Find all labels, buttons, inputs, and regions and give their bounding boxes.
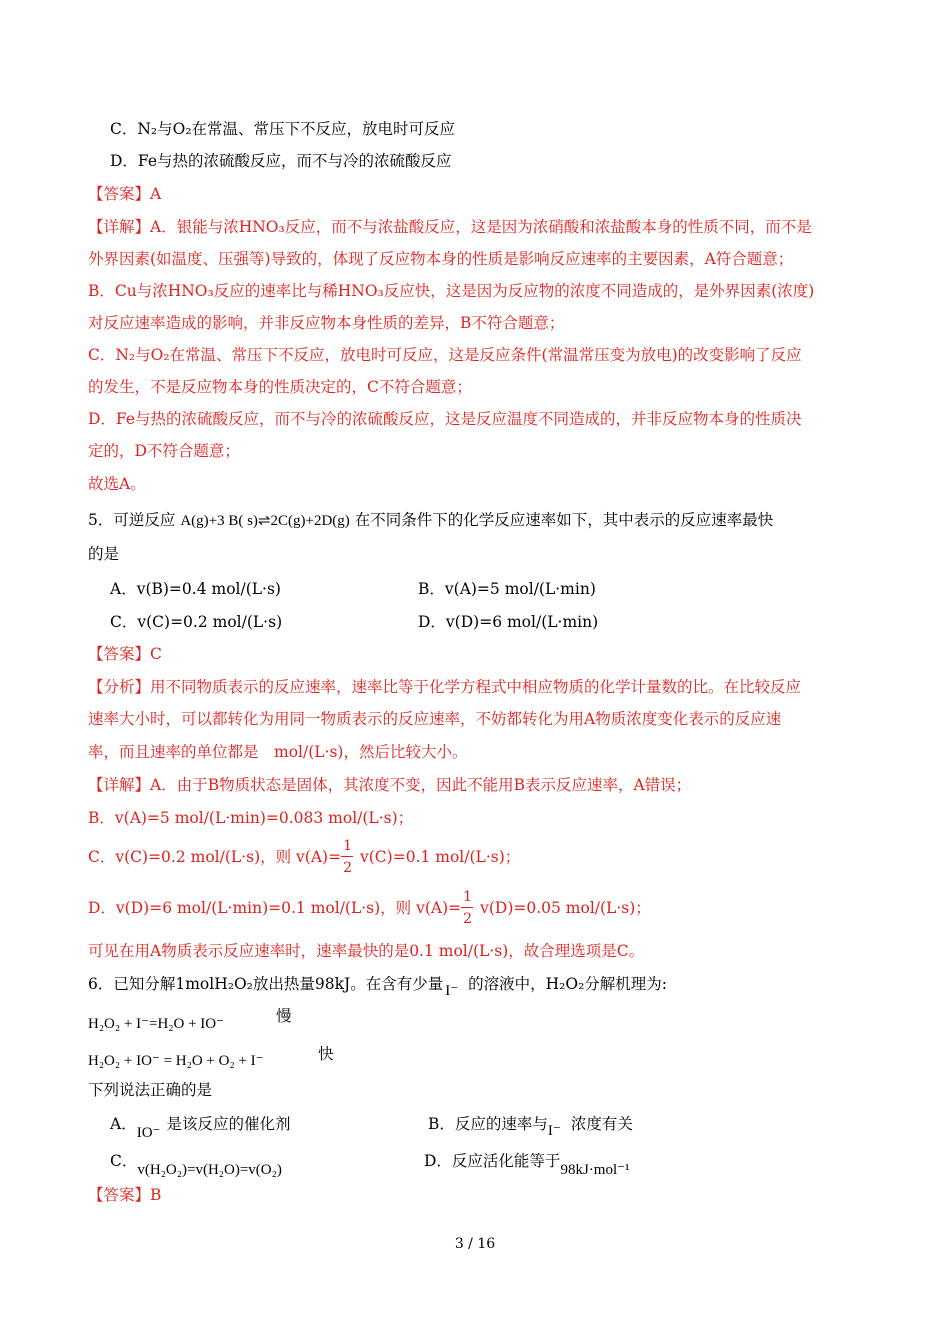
q6-option-a-label: A． <box>110 1115 137 1133</box>
q6-stem <box>88 973 667 999</box>
option-c-text: C．N₂与O₂在常温、常压下不反应，放电时可反应 <box>110 120 456 138</box>
fraction-numerator: 1 <box>463 889 473 905</box>
q6-answer <box>88 1184 161 1206</box>
q4-conclusion: 故选A。 <box>88 475 146 493</box>
q6-option-c-formula: v(H₂O₂)=v(H₂O)=v(O₂) <box>137 1162 282 1178</box>
detail-d-pre: D．v(D)=6 mol/(L·min)=0.1 mol/(L·s)，则 v(A)= <box>88 899 462 917</box>
q5-option-c: C．v(C)=0.2 mol/(L·s) <box>110 613 283 631</box>
q6-step1-equation: H₂O₂ + I⁻=H₂O + IO⁻ <box>88 1016 225 1032</box>
page-number: 3 / 16 <box>454 1236 496 1252</box>
q5-detail-d <box>88 889 651 927</box>
analysis-text: 用不同物质表示的反应速率，速率比等于化学方程式中相应物质的化学计量数的比。在比较反应 <box>150 678 802 696</box>
detail-text: A．银能与浓HNO₃反应，而不与浓盐酸反应，这是因为浓硝酸和浓盐酸本身的性质不同，而不是 <box>150 218 812 236</box>
detail-text: A．由于B物质状态是固体，其浓度不变，因此不能用B表示反应速率，A错误； <box>150 776 692 794</box>
q5-stem-suffix: 在不同条件下的化学反应速率如下，其中表示的反应速率最快 <box>354 511 774 529</box>
fraction-denominator: 2 <box>463 911 473 927</box>
option-d-text: D．Fe与热的浓硫酸反应，而不与冷的浓硫酸反应 <box>110 152 452 170</box>
q6-option-b-post: 浓度有关 <box>570 1115 633 1133</box>
q6-option-b <box>428 1113 633 1139</box>
q4-answer <box>88 183 161 205</box>
answer-label: 【答案】 <box>88 185 151 203</box>
q6-stem-pre: 6．已知分解1molH₂O₂放出热量98kJ。在含有少量 <box>88 975 444 993</box>
q5-detail-b: B．v(A)=5 mol/(L·min)=0.083 mol/(L·s)； <box>88 809 414 827</box>
q4-detail-line: 的发生，不是反应物本身的性质决定的，C不符合题意； <box>88 378 472 396</box>
answer-value: A <box>150 185 162 203</box>
q5-analysis-line: 率，而且速率的单位都是 mol/(L·s)，然后比较大小。 <box>88 743 468 761</box>
fraction-numerator: 1 <box>343 838 352 854</box>
q6-question: 下列说法正确的是 <box>88 1081 213 1099</box>
detail-c-pre: C．v(C)=0.2 mol/(L·s)，则 v(A)= <box>88 848 342 866</box>
q5-option-d: D．v(D)=6 mol/(L·min) <box>418 613 599 631</box>
q4-detail-line <box>88 216 812 238</box>
q4-detail-line: D．Fe与热的浓硫酸反应，而不与冷的浓硫酸反应，这是反应温度不同造成的，并非反应物本身的性质决 <box>88 410 802 428</box>
q5-stem-prefix: 5．可逆反应 <box>88 511 176 529</box>
q5-stem-line2: 的是 <box>88 545 120 563</box>
q6-option-c <box>110 1150 282 1178</box>
q5-conclusion: 可见在用A物质表示反应速率时，速率最快的是0.1 mol/(L·s)，故合理选项是C。 <box>88 942 645 960</box>
fraction-one-half <box>461 889 475 927</box>
q6-option-b-pre: B．反应的速率与 <box>428 1115 548 1133</box>
fraction-denominator: 2 <box>343 860 352 876</box>
q5-equation: A(g)+3 B( s)⇌2C(g)+2D(g) <box>180 513 350 529</box>
detail-label: 【详解】 <box>88 218 151 236</box>
q6-option-d <box>424 1150 630 1178</box>
detail-c-post: v(C)=0.1 mol/(L·s)； <box>355 848 521 866</box>
answer-label: 【答案】 <box>88 1186 151 1204</box>
q4-detail-line: 定的，D不符合题意； <box>88 442 240 460</box>
q6-option-a-text: 是该反应的催化剂 <box>166 1115 291 1133</box>
q6-option-d-pre: D．反应活化能等于 <box>424 1152 561 1170</box>
q6-iodide: I⁻ <box>445 983 459 999</box>
q4-detail-line: C．N₂与O₂在常温、常压下不反应，放电时可反应，这是反应条件(常温常压变为放电)的改变影响了反应 <box>88 346 802 364</box>
q6-step2-equation: H₂O₂ + IO⁻ = H₂O + O₂ + I⁻ <box>88 1053 264 1069</box>
answer-value: B <box>150 1186 162 1204</box>
q5-option-a: A．v(B)=0.4 mol/(L·s) <box>110 580 281 598</box>
fraction-one-half <box>341 838 355 876</box>
q5-detail-c <box>88 838 521 876</box>
q5-detail-a <box>88 774 691 796</box>
q5-analysis-line: 速率大小时，可以都转化为用同一物质表示的反应速率，不妨都转化为用A物质浓度变化表示的反应速 <box>88 710 782 728</box>
q4-detail-line: 外界因素(如温度、压强等)导致的，体现了反应物本身的性质是影响反应速率的主要因素，A符合题意； <box>88 250 794 268</box>
q5-analysis-line <box>88 676 801 698</box>
q6-step1-speed: 慢 <box>276 1007 292 1025</box>
q6-stem-post: 的溶液中，H₂O₂分解机理为: <box>468 975 667 993</box>
answer-label: 【答案】 <box>88 645 151 663</box>
q6-option-a <box>110 1113 291 1141</box>
q5-answer <box>88 643 162 665</box>
q6-option-d-formula: 98kJ·mol⁻¹ <box>560 1162 630 1178</box>
q6-option-a-formula: IO⁻ <box>136 1125 161 1141</box>
detail-label: 【详解】 <box>88 776 151 794</box>
analysis-label: 【分析】 <box>88 678 151 696</box>
answer-value: C <box>150 645 162 663</box>
q6-step2-speed: 快 <box>318 1045 334 1063</box>
q5-option-b: B．v(A)=5 mol/(L·min) <box>418 580 596 598</box>
q5-stem <box>88 509 773 532</box>
detail-d-post: v(D)=0.05 mol/(L·s)； <box>475 899 651 917</box>
q4-detail-line: 对反应速率造成的影响，并非反应物本身性质的差异，B不符合题意； <box>88 314 565 332</box>
q6-option-b-formula: I⁻ <box>547 1123 561 1139</box>
q4-detail-line: B．Cu与浓HNO₃反应的速率比与稀HNO₃反应快，这是因为反应物的浓度不同造成的，是外界因素(浓度) <box>88 282 815 300</box>
q6-option-c-label: C． <box>110 1152 138 1170</box>
